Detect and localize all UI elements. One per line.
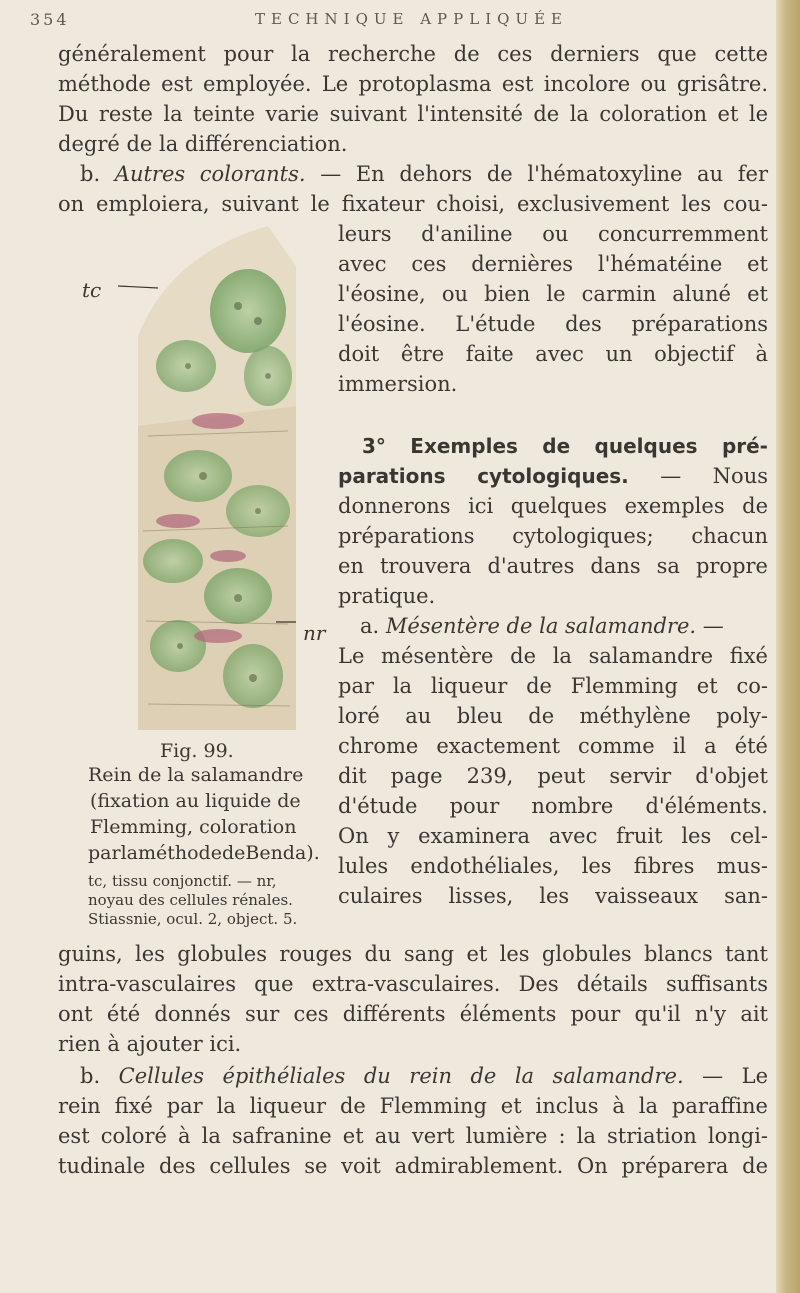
para-text: — bbox=[702, 614, 724, 638]
body-line: rien à ajouter ici. bbox=[58, 1032, 242, 1056]
body-line: pratique. bbox=[338, 584, 436, 608]
body-line: doit être faite avec un objectif à bbox=[338, 342, 768, 366]
body-line: tudinale des cellules se voit admirablement. On préparera de bbox=[58, 1154, 768, 1178]
body-line: degré de la différenciation. bbox=[58, 132, 348, 156]
para-title: Cellules épithéliales du rein de la salamandre. bbox=[118, 1064, 684, 1088]
section-heading-text: parations cytologiques. bbox=[338, 464, 629, 488]
paragraph-b-title-line bbox=[80, 160, 768, 188]
paragraph-a-title-line bbox=[360, 612, 724, 640]
body-line: l'éosine, ou bien le carmin aluné et bbox=[338, 282, 768, 306]
body-line: immersion. bbox=[338, 372, 458, 396]
figure-caption-line: Rein de la salamandre bbox=[88, 764, 304, 786]
para-text: — En dehors de l'hématoxyline au fer bbox=[320, 162, 768, 186]
para-title: Autres colorants. bbox=[114, 162, 306, 186]
body-line: intra-vasculaires que extra-vasculaires. Des détails suffisants bbox=[58, 972, 768, 996]
figure-legend-line: tc, tissu conjonctif. — nr, bbox=[88, 872, 277, 890]
running-title: TECHNIQUE APPLIQUÉE bbox=[255, 10, 568, 28]
page-number: 354 bbox=[30, 10, 70, 29]
body-line: Du reste la teinte varie suivant l'intensité de la coloration et le bbox=[58, 102, 768, 126]
running-header bbox=[30, 6, 770, 30]
body-line: par la liqueur de Flemming et co- bbox=[338, 674, 768, 698]
body-line: on emploiera, suivant le fixateur choisi, exclusivement les cou- bbox=[58, 192, 768, 216]
figure-number: Fig. 99. bbox=[160, 740, 234, 762]
body-line: avec ces dernières l'hématéine et bbox=[338, 252, 768, 276]
body-line: méthode est employée. Le protoplasma est incolore ou grisâtre. bbox=[58, 72, 768, 96]
para-prefix: b. bbox=[80, 162, 101, 186]
body-line: culaires lisses, les vaisseaux san- bbox=[338, 884, 768, 908]
section-heading-text: 3° Exemples de quelques pré- bbox=[362, 434, 768, 458]
figure-legend-line: Stiassnie, ocul. 2, object. 5. bbox=[88, 910, 298, 928]
para-prefix: a. bbox=[360, 614, 380, 638]
figure-label-tc: tc bbox=[82, 278, 102, 302]
body-line: lules endothéliales, les fibres mus- bbox=[338, 854, 768, 878]
body-line: d'étude pour nombre d'éléments. bbox=[338, 794, 768, 818]
body-line: On y examinera avec fruit les cel- bbox=[338, 824, 768, 848]
page-edge-shadow bbox=[776, 0, 800, 1293]
para-text: — Nous bbox=[660, 464, 768, 488]
figure-caption-line: parlaméthodedeBenda). bbox=[88, 842, 320, 864]
section-heading bbox=[362, 432, 768, 460]
body-line: Le mésentère de la salamandre fixé bbox=[338, 644, 768, 668]
figure-legend-line: noyau des cellules rénales. bbox=[88, 891, 293, 909]
label-leader-tc bbox=[118, 286, 158, 288]
section-heading-line-2 bbox=[338, 462, 768, 490]
body-line: guins, les globules rouges du sang et les globules blancs tant bbox=[58, 942, 768, 966]
body-line: leurs d'aniline ou concurremment bbox=[338, 222, 768, 246]
body-line: loré au bleu de méthylène poly- bbox=[338, 704, 768, 728]
kidney-micrograph bbox=[118, 226, 296, 730]
body-line: donnerons ici quelques exemples de bbox=[338, 494, 768, 518]
body-line: en trouvera d'autres dans sa propre bbox=[338, 554, 768, 578]
body-line: généralement pour la recherche de ces derniers que cette bbox=[58, 42, 768, 66]
body-line: est coloré à la safranine et au vert lumière : la striation longi- bbox=[58, 1124, 768, 1148]
body-line: chrome exactement comme il a été bbox=[338, 734, 768, 758]
figure-caption-line: (fixation au liquide de bbox=[90, 790, 301, 812]
paragraph-b2-title-line bbox=[80, 1062, 768, 1090]
figure-caption-line: Flemming, coloration bbox=[90, 816, 297, 838]
micrograph-figure bbox=[118, 226, 296, 730]
body-line: rein fixé par la liqueur de Flemming et inclus à la paraffine bbox=[58, 1094, 768, 1118]
body-line: dit page 239, peut servir d'objet bbox=[338, 764, 768, 788]
figure-label-nr: nr bbox=[303, 621, 326, 645]
para-text: — Le bbox=[702, 1064, 768, 1088]
para-prefix: b. bbox=[80, 1064, 101, 1088]
para-title: Mésentère de la salamandre. bbox=[385, 614, 697, 638]
body-line: préparations cytologiques; chacun bbox=[338, 524, 768, 548]
body-line: ont été donnés sur ces différents éléments pour qu'il n'y ait bbox=[58, 1002, 768, 1026]
body-line: l'éosine. L'étude des préparations bbox=[338, 312, 768, 336]
